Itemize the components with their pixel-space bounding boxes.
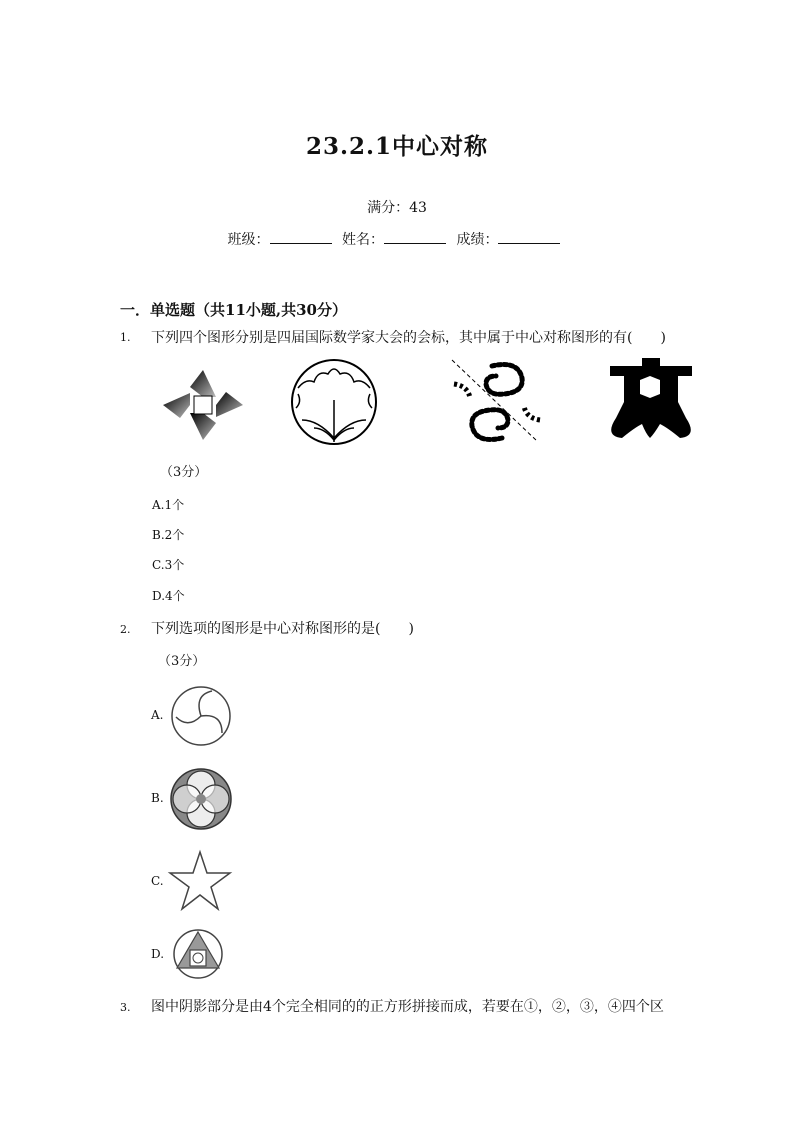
circle-arches-logo: [288, 358, 380, 446]
question-3-number: 3.: [120, 1001, 131, 1014]
question-1-text: 下列四个图形分别是四届国际数学家大会的会标，其中属于中心对称图形的有( ): [151, 330, 666, 346]
section-header: 一．单选题（共11小题,共30分）: [120, 301, 347, 319]
class-blank: [270, 231, 332, 244]
dotted-spiral-logo: [448, 356, 546, 448]
question-1-option-a[interactable]: A.1个: [152, 498, 185, 512]
class-label: 班级：: [227, 232, 270, 248]
question-1-points: （3分）: [160, 465, 208, 480]
triskelion-circle-icon: [170, 685, 232, 747]
question-2-text: 下列选项的图形是中心对称图形的是( ): [151, 621, 414, 637]
question-1-number: 1.: [120, 331, 131, 344]
question-2-option-a[interactable]: A.: [151, 708, 164, 722]
question-2-number: 2.: [120, 623, 131, 636]
question-3-text: 图中阴影部分是由4个完全相同的的正方形拼接而成，若要在①，②，③，④四个区: [151, 999, 664, 1015]
question-2-option-b[interactable]: B.: [151, 791, 164, 805]
grade-label: 成绩：: [456, 232, 499, 248]
triangle-square-circle-icon: [172, 928, 224, 980]
grade-blank: [498, 231, 560, 244]
page-title: 23.2.1中心对称: [305, 133, 489, 160]
four-petal-circle-icon: [169, 767, 233, 831]
name-label: 姓名：: [342, 232, 384, 248]
question-1-option-c[interactable]: C.3个: [152, 558, 185, 572]
question-2-option-c[interactable]: C.: [151, 874, 164, 888]
question-2-points: （3分）: [158, 654, 206, 669]
question-1-option-d[interactable]: D.4个: [152, 589, 185, 603]
five-point-star-icon: [168, 850, 232, 912]
question-2-option-d[interactable]: D.: [151, 947, 165, 961]
lantern-logo: [602, 358, 700, 442]
pinwheel-logo: [158, 365, 248, 445]
full-score: 满分：43: [367, 200, 427, 216]
name-blank: [384, 231, 446, 244]
student-info-line: [0, 229, 794, 249]
question-1-option-b[interactable]: B.2个: [152, 528, 185, 542]
